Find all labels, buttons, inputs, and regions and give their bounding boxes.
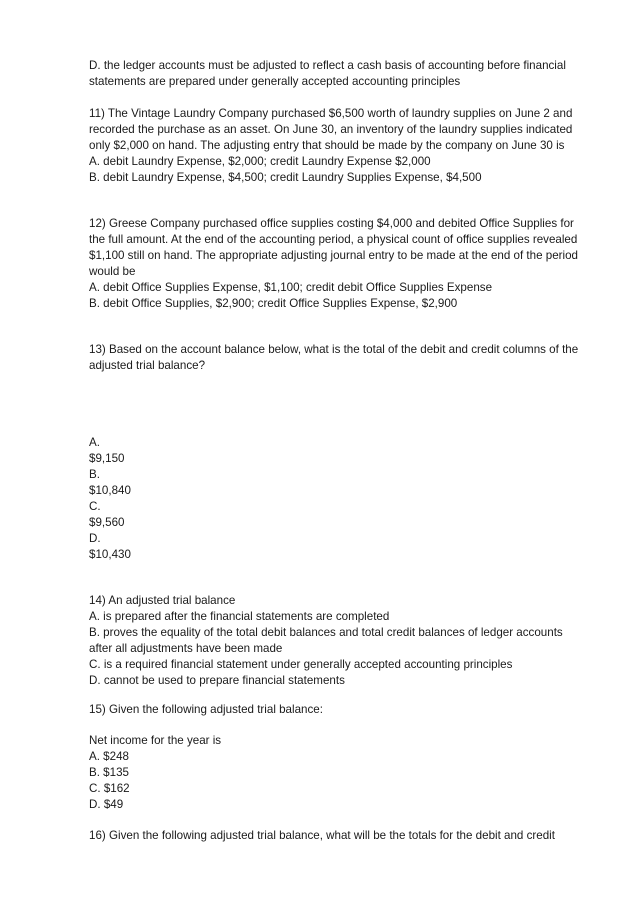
text-line: Net income for the year is <box>89 734 222 747</box>
text-line: D. <box>89 532 101 545</box>
text-line: adjusted trial balance? <box>89 359 206 372</box>
text-line: $9,560 <box>89 516 125 529</box>
text-line: 13) Based on the account balance below, what is the total of the debit and credit columns of the <box>89 343 579 356</box>
text-line: A. <box>89 436 100 449</box>
text-line: D. the ledger accounts must be adjusted to reflect a cash basis of accounting before financial <box>89 59 566 72</box>
text-line: B. <box>89 468 100 481</box>
text-line: C. $162 <box>89 782 130 795</box>
text-line: A. debit Laundry Expense, $2,000; credit Laundry Expense $2,000 <box>89 155 431 168</box>
text-line: $9,150 <box>89 452 125 465</box>
text-line: 16) Given the following adjusted trial balance, what will be the totals for the debit and credit <box>89 829 555 842</box>
text-line: C. is a required financial statement under generally accepted accounting principles <box>89 658 513 671</box>
text-line: 12) Greese Company purchased office supplies costing $4,000 and debited Office Supplies for <box>89 217 574 230</box>
text-line: B. debit Laundry Expense, $4,500; credit Laundry Supplies Expense, $4,500 <box>89 171 482 184</box>
text-line: $10,430 <box>89 548 131 561</box>
text-line: only $2,000 on hand. The adjusting entry that should be made by the company on June 30 is <box>89 139 565 152</box>
text-line: after all adjustments have been made <box>89 642 283 655</box>
text-line: would be <box>89 265 136 278</box>
text-line: $1,100 still on hand. The appropriate adjusting journal entry to be made at the end of the period <box>89 249 578 262</box>
text-line: the full amount. At the end of the accounting period, a physical count of office supplies revealed <box>89 233 578 246</box>
text-line: A. debit Office Supplies Expense, $1,100; credit debit Office Supplies Expense <box>89 281 493 294</box>
text-line: B. proves the equality of the total debit balances and total credit balances of ledger accounts <box>89 626 563 639</box>
text-line: B. debit Office Supplies, $2,900; credit Office Supplies Expense, $2,900 <box>89 297 458 310</box>
text-line: recorded the purchase as an asset. On June 30, an inventory of the laundry supplies indicated <box>89 123 573 136</box>
text-line: statements are prepared under generally accepted accounting principles <box>89 75 461 88</box>
text-line: 14) An adjusted trial balance <box>89 594 236 607</box>
text-line: A. is prepared after the financial statements are completed <box>89 610 390 623</box>
text-line: C. <box>89 500 101 513</box>
text-line: $10,840 <box>89 484 131 497</box>
text-line: D. $49 <box>89 798 124 811</box>
text-line: 15) Given the following adjusted trial balance: <box>89 703 323 716</box>
text-line: B. $135 <box>89 766 129 779</box>
text-line: 11) The Vintage Laundry Company purchased $6,500 worth of laundry supplies on June 2 and <box>89 107 573 120</box>
text-line: A. $248 <box>89 750 129 763</box>
text-line: D. cannot be used to prepare financial statements <box>89 674 345 687</box>
